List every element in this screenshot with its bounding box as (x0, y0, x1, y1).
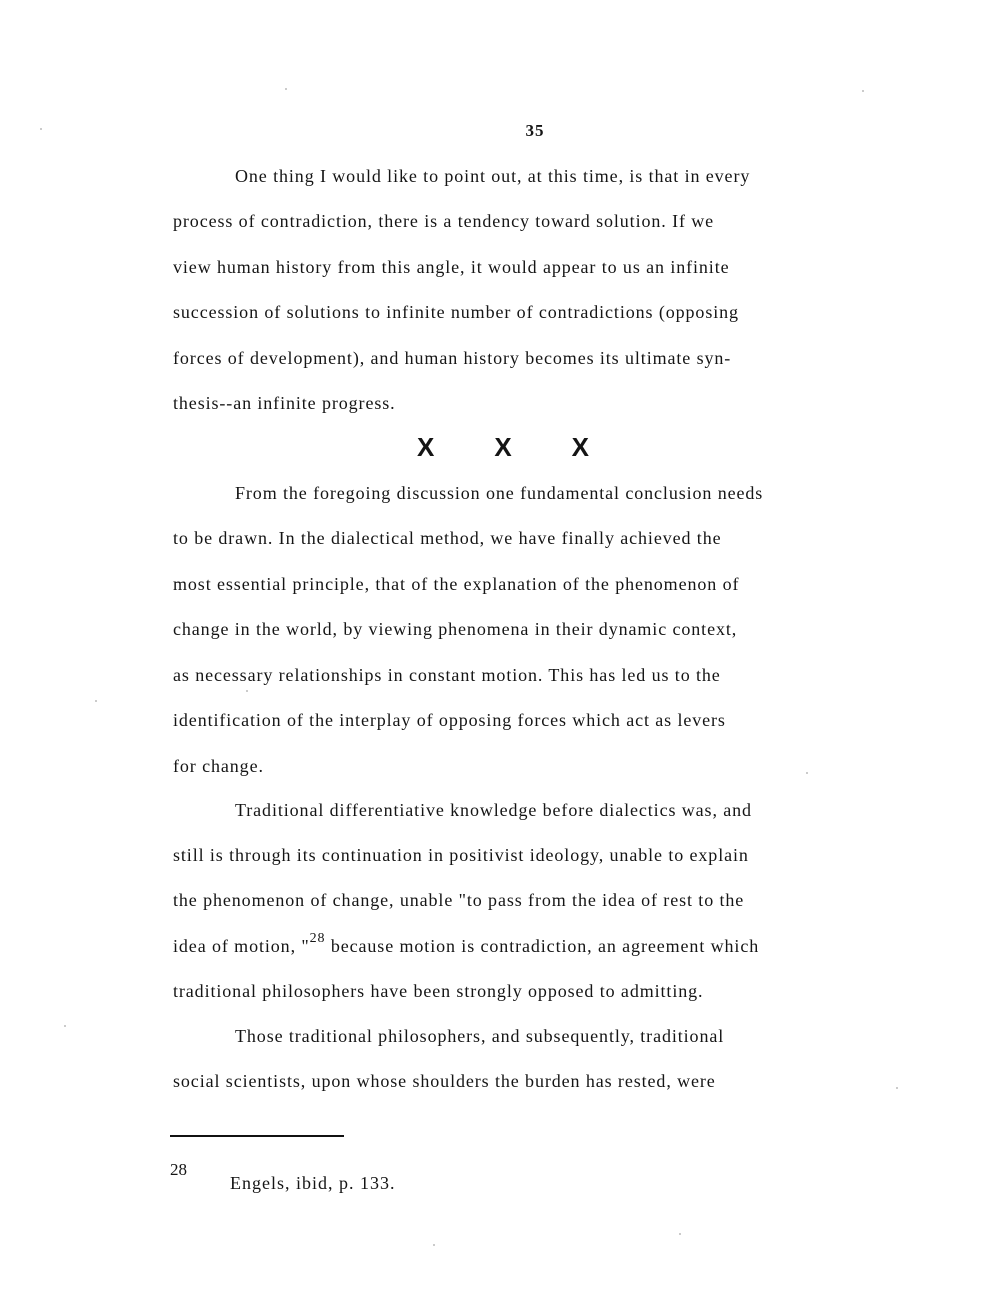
footnote-reference: 28 (309, 931, 326, 946)
scan-speck (896, 1087, 898, 1089)
paragraph-3-line-5: traditional philosophers have been strongly opposed to admitting. (173, 981, 704, 1001)
line-text: because motion is contradiction, an agreement which (325, 936, 760, 956)
paragraph-2-line-5: as necessary relationships in constant motion. This has led us to the (173, 665, 721, 685)
scan-speck (433, 1244, 435, 1246)
paragraph-3-line-4 (173, 931, 760, 960)
paragraph-3-line-1: Traditional differentiative knowledge before dialectics was, and (235, 800, 752, 820)
paragraph-2-line-7: for change. (173, 756, 264, 776)
paragraph-4-line-1: Those traditional philosophers, and subsequently, traditional (235, 1026, 725, 1046)
paragraph-1-line-6: thesis--an infinite progress. (173, 393, 396, 413)
paragraph-2-line-6: identification of the interplay of opposing forces which act as levers (173, 710, 726, 730)
line-text: idea of motion, " (173, 936, 310, 956)
footnote-number: 28 (170, 1160, 187, 1179)
separator-mark: X (494, 432, 512, 462)
paragraph-1-line-3: view human history from this angle, it would appear to us an infinite (173, 257, 730, 277)
paragraph-1-line-1: One thing I would like to point out, at this time, is that in every (235, 166, 751, 186)
paragraph-1-line-5: forces of development), and human history becomes its ultimate syn- (173, 348, 732, 368)
scan-speck (246, 690, 248, 692)
scan-speck (64, 1025, 66, 1027)
paragraph-4-line-2: social scientists, upon whose shoulders the burden has rested, were (173, 1071, 716, 1091)
footnote-text: Engels, ibid, p. 133. (230, 1173, 396, 1193)
paragraph-2-line-3: most essential principle, that of the explanation of the phenomenon of (173, 574, 740, 594)
scan-speck (679, 1233, 681, 1235)
paragraph-3-line-2: still is through its continuation in positivist ideology, unable to explain (173, 845, 749, 865)
section-separator (3, 432, 1000, 463)
scan-speck (40, 128, 42, 130)
scan-speck (285, 88, 287, 90)
paragraph-2-line-1: From the foregoing discussion one fundamental conclusion needs (235, 483, 764, 503)
paragraph-3-line-3: the phenomenon of change, unable "to pass from the idea of rest to the (173, 890, 745, 910)
paragraph-1-line-2: process of contradiction, there is a tendency toward solution. If we (173, 211, 715, 231)
scan-speck (806, 772, 808, 774)
paragraph-1-line-4: succession of solutions to infinite number of contradictions (opposing (173, 302, 739, 322)
scan-speck (862, 90, 864, 92)
separator-mark: X (571, 432, 590, 462)
paragraph-2-line-4: change in the world, by viewing phenomena in their dynamic context, (173, 619, 738, 639)
footnote-rule (170, 1135, 344, 1137)
scan-speck (95, 700, 97, 702)
page-number: 35 (525, 121, 545, 140)
separator-mark: X (416, 432, 435, 462)
paragraph-2-line-2: to be drawn. In the dialectical method, we have finally achieved the (173, 528, 722, 548)
